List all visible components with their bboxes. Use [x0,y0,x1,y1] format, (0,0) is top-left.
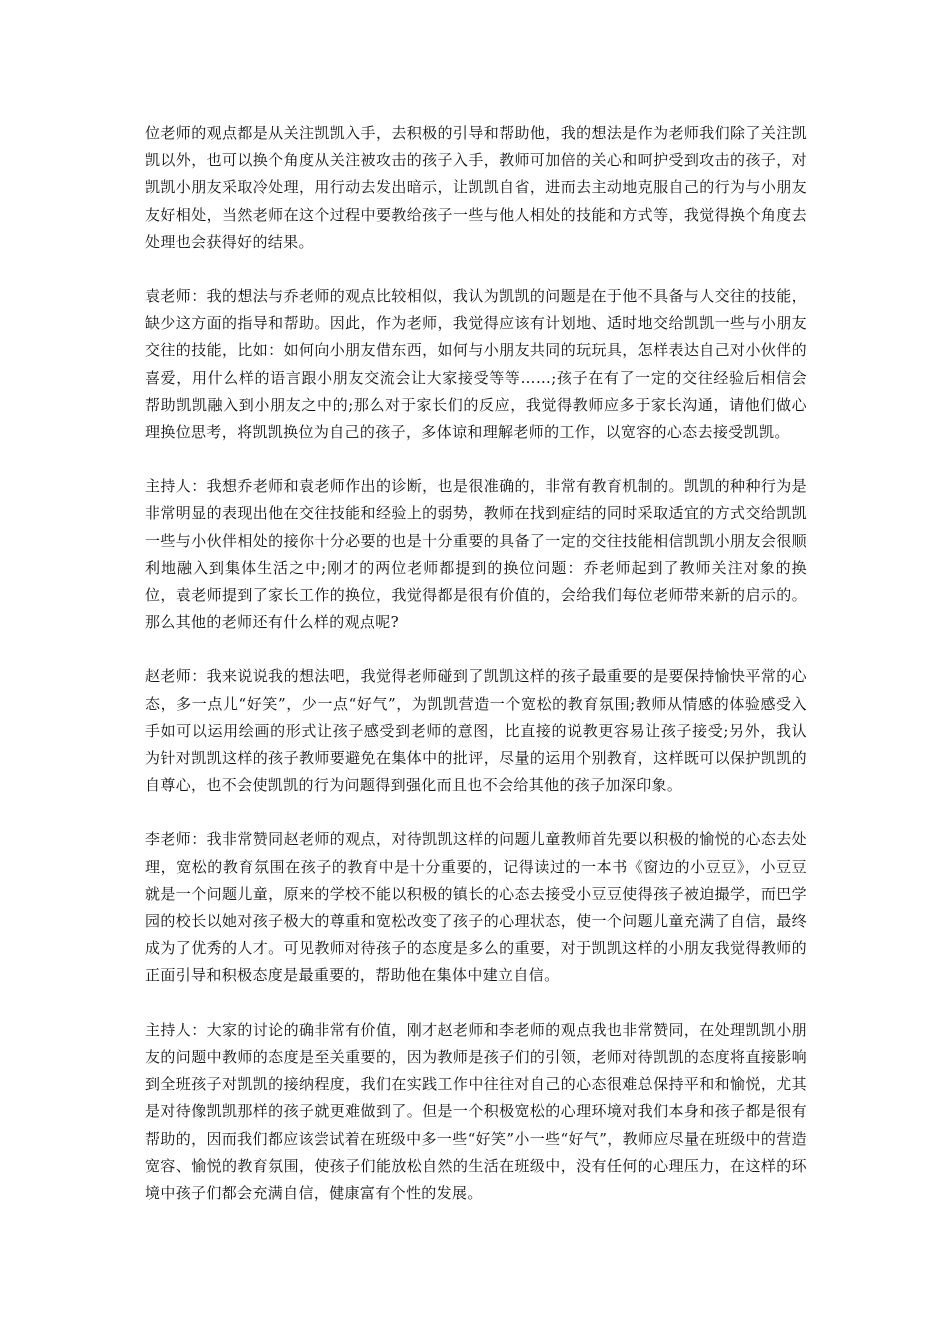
paragraph-li-teacher: 李老师：我非常赞同赵老师的观点，对待凯凯这样的问题儿童教师首先要以积极的愉悦的心态去处理，宽松的教育氛围在孩子的教育中是十分重要的，记得读过的一本书《窗边的小豆豆》，小豆豆就是一个问题儿童，原来的学校不能以积极的镇长的心态去接受小豆豆使得孩子被迫撮学，而巴学园的校长以她对孩子极大的尊重和宽松改变了孩子的心理状态，使一个问题儿童充满了自信，最终成为了优秀的人才。可见教师对待孩子的态度是多么的重要，对于凯凯这样的小朋友我觉得教师的正面引导和积极态度是最重要的，帮助他在集体中建立自信。 [145,830,807,985]
document-page [145,120,807,1234]
paragraph-zhao-teacher: 赵老师：我来说说我的想法吧，我觉得老师碰到了凯凯这样的孩子最重要的是要保持愉快平常的心态，多一点儿“好笑”，少一点“好气”，为凯凯营造一个宽松的教育氛围;教师从情感的体验感受入手如可以运用绘画的形式让孩子感受到老师的意图，比直接的说教更容易让孩子接受;另外，我认为针对凯凯这样的孩子教师要避免在集体中的批评，尽量的运用个别教育，这样既可以保护凯凯的自尊心，也不会使凯凯的行为问题得到强化而且也不会给其他的孩子加深印象。 [145,667,807,795]
paragraph-host-1: 主持人：我想乔老师和袁老师作出的诊断，也是很准确的，非常有教育机制的。凯凯的种种行为是非常明显的表现出他在交往技能和经验上的弱势，教师在找到症结的同时采取适宜的方式交给凯凯一些与小伙伴相处的接你十分必要的也是十分重要的具备了一定的交往技能相信凯凯小朋友会很顺利地融入到集体生活之中;刚才的两位老师都提到的换位问题：乔老师起到了教师关注对象的换位，袁老师提到了家长工作的换位，我觉得都是很有价值的，会给我们每位老师带来新的启示的。那么其他的老师还有什么样的观点呢? [145,477,807,632]
paragraph-qiao-continued: 位老师的观点都是从关注凯凯入手，去积极的引导和帮助他，我的想法是作为老师我们除了关注凯凯以外，也可以换个角度从关注被攻击的孩子入手，教师可加倍的关心和呵护受到攻击的孩子，对凯凯小朋友采取冷处理，用行动去发出暗示，让凯凯自省，进而去主动地克服自己的行为与小朋友友好相处，当然老师在这个过程中要教给孩子一些与他人相处的技能和方式等，我觉得换个角度去处理也会获得好的结果。 [145,124,807,251]
paragraph-yuan-teacher: 袁老师：我的想法与乔老师的观点比较相似，我认为凯凯的问题是在于他不具备与人交往的技能，缺少这方面的指导和帮助。因此，作为老师，我觉得应该有计划地、适时地交给凯凯一些与小朋友交往的技能，比如：如何向小朋友借东西，如何与小朋友共同的玩玩具，怎样表达自己对小伙伴的喜爱，用什么样的语言跟小朋友交流会让大家接受等等……;孩子在有了一定的交往经验后相信会帮助凯凯融入到小朋友之中的;那么对于家长们的反应，我觉得教师应多于家长沟通，请他们做心理换位思考，将凯凯换位为自己的孩子，多体谅和理解老师的工作，以宽容的心态去接受凯凯。 [145,287,807,442]
paragraph-host-2: 主持人：大家的讨论的确非常有价值，刚才赵老师和李老师的观点我也非常赞同，在处理凯凯小朋友的问题中教师的态度是至关重要的，因为教师是孩子们的引领，老师对待凯凯的态度将直接影响到全班孩子对凯凯的接纳程度，我们在实践工作中往往对自己的心态很难总保持平和和愉悦，尤其是对待像凯凯那样的孩子就更难做到了。但是一个积极宽松的心理环境对我们本身和孩子都是很有帮助的，因而我们都应该尝试着在班级中多一些“好笑”小一些“好气”，教师应尽量在班级中的营造宽容、愉悦的教育氛围，使孩子们能放松自然的生活在班级中，没有任何的心理压力，在这样的环境中孩子们都会充满自信，健康富有个性的发展。 [145,1020,807,1202]
